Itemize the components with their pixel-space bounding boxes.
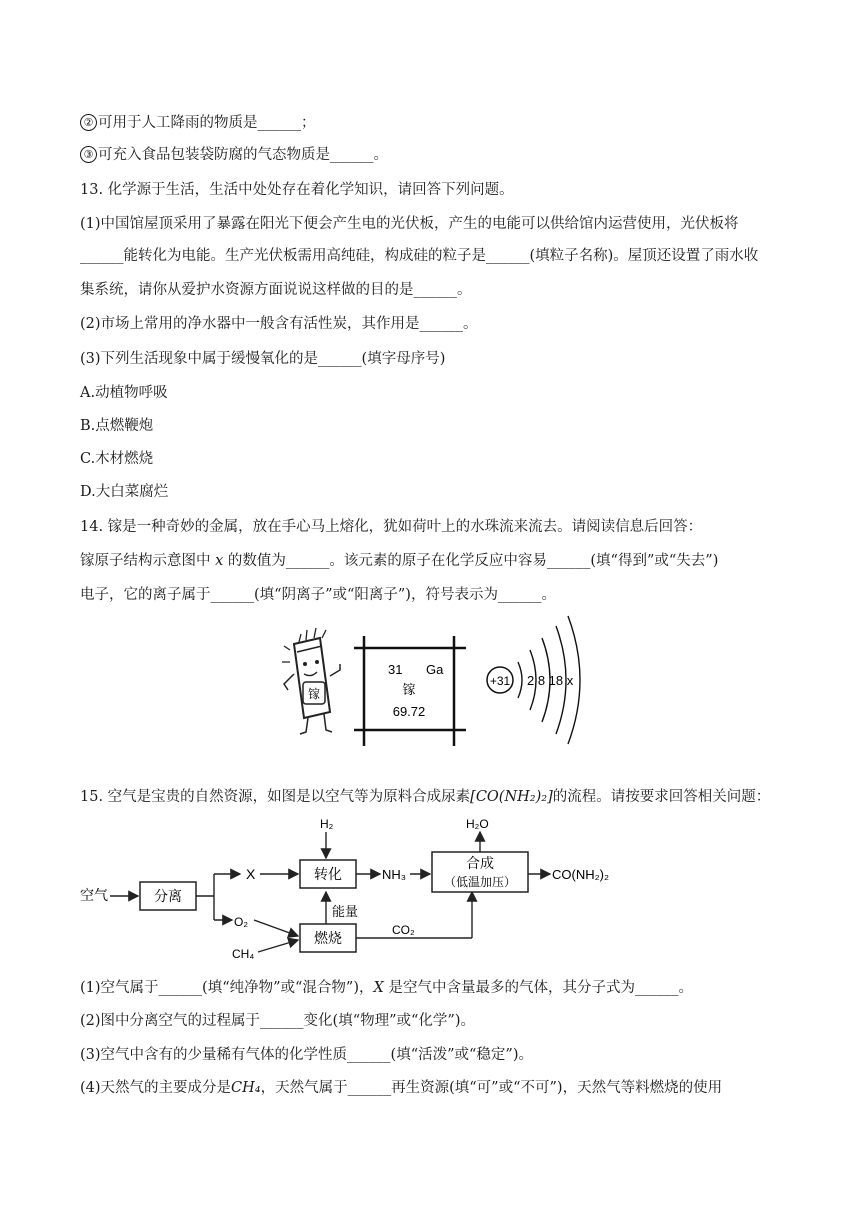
flow-h2o: H₂O [466, 817, 489, 831]
q15-p2: (2)图中分离空气的过程属于______变化(填“物理”或“化学”)。 [80, 1013, 476, 1029]
atom-structure-diagram [487, 616, 580, 744]
q14-variable-x: x [215, 553, 224, 569]
flow-energy: 能量 [332, 905, 359, 920]
electron-shells: 2 8 18 x [527, 673, 574, 688]
flow-synth: 合成 [466, 856, 494, 872]
flow-air: 空气 [80, 888, 108, 904]
q15-p1-a: (1)空气属于______(填“纯净物”或“混合物”)， [80, 980, 374, 996]
q15-stem-b: 的流程。请按要求回答相关问题： [552, 789, 771, 805]
flow-convert: 转化 [314, 867, 342, 883]
q14-line1-a: 镓原子结构示意图中 [80, 553, 211, 569]
nucleus-charge: +31 [489, 674, 511, 688]
q13-p1-line3: 集系统，请你从爱护水资源方面说说这样做的目的是______。 [80, 282, 472, 298]
q12-item-2-text: 可用于人工降雨的物质是______； [98, 115, 316, 131]
q13-p1-line1: (1)中国馆屋顶采用了暴露在阳光下便会产生电的光伏板，产生的电能可以供给馆内运营使用，光伏板将 [80, 216, 739, 232]
q14-line2: 电子，它的离子属于______(填“阴离子”或“阳离子”)，符号表示为______。 [80, 587, 556, 603]
circled-number: ③ [80, 146, 97, 163]
q15-stem-a: 15. 空气是宝贵的自然资源，如图是以空气等为原料合成尿素 [80, 789, 471, 805]
q15-p1 [80, 978, 693, 998]
atomic-number: 31 [388, 662, 403, 677]
q15-p4-b: ，天然气属于______再生资源(填“可”或“不可”)，天然气等料燃烧的使用 [260, 1080, 723, 1096]
q13-p1-line2: ______能转化为电能。生产光伏板需用高纯硅，构成硅的粒子是______(填粒子名称)。屋顶还设置了雨水收 [80, 248, 759, 264]
q15-p4 [80, 1078, 722, 1098]
flow-co2: CO₂ [392, 923, 415, 937]
q13-stem: 13. 化学源于生活，生活中处处存在着化学知识，请回答下列问题。 [80, 182, 514, 198]
flow-burn: 燃烧 [314, 931, 342, 947]
gallium-figure [280, 612, 590, 747]
character-label: 镓 [307, 687, 321, 701]
q15-p4-a: (4)天然气的主要成分是 [80, 1080, 232, 1096]
q13-option-b: B.点燃鞭炮 [80, 418, 154, 434]
element-symbol: Ga [426, 662, 444, 677]
q14-line1-b: 的数值为______。该元素的原子在化学反应中容易______(填“得到”或“失去”) [227, 553, 719, 569]
flow-x: X [246, 866, 256, 882]
q12-item-2 [80, 113, 316, 133]
atomic-mass: 69.72 [392, 704, 426, 719]
q13-option-d: D.大白菜腐烂 [80, 484, 169, 500]
urea-flow-diagram [80, 812, 640, 972]
circled-number: ② [80, 114, 97, 131]
q13-option-a: A.动植物呼吸 [80, 385, 168, 401]
q13-p2: (2)市场上常用的净水器中一般含有活性炭，其作用是______。 [80, 316, 478, 332]
q12-item-3-text: 可充入食品包装袋防腐的气态物质是______。 [98, 147, 388, 163]
element-name: 镓 [402, 683, 416, 698]
q15-p3: (3)空气中含有的少量稀有气体的化学性质______(填“活泼”或“稳定”)。 [80, 1047, 534, 1063]
gallium-character-icon [282, 628, 340, 734]
flow-ch4: CH₄ [232, 947, 255, 961]
flow-synth-cond: （低温加压） [443, 875, 517, 889]
flow-nh3: NH₃ [382, 867, 407, 882]
q14-line1 [80, 551, 718, 571]
q13-p3: (3)下列生活现象中属于缓慢氧化的是______(填字母序号) [80, 351, 446, 367]
flow-h2: H₂ [320, 817, 334, 831]
methane-formula: CH₄ [231, 1080, 261, 1096]
q15-variable-x: X [373, 980, 384, 996]
q15-p1-b: 是空气中含量最多的气体，其分子式为______。 [388, 980, 693, 996]
q12-item-3 [80, 145, 388, 165]
flow-o2: O₂ [234, 915, 248, 929]
flow-product: CO(NH₂)₂ [552, 867, 610, 882]
urea-formula: [CO(NH₂)₂] [470, 789, 553, 805]
q13-option-c: C.木材燃烧 [80, 451, 154, 467]
flow-separate: 分离 [154, 889, 182, 905]
element-card [354, 636, 466, 746]
q14-stem: 14. 镓是一种奇妙的金属，放在手心马上熔化，犹如荷叶上的水珠流来流去。请阅读信息后回答： [80, 519, 703, 535]
q15-stem [80, 787, 770, 807]
